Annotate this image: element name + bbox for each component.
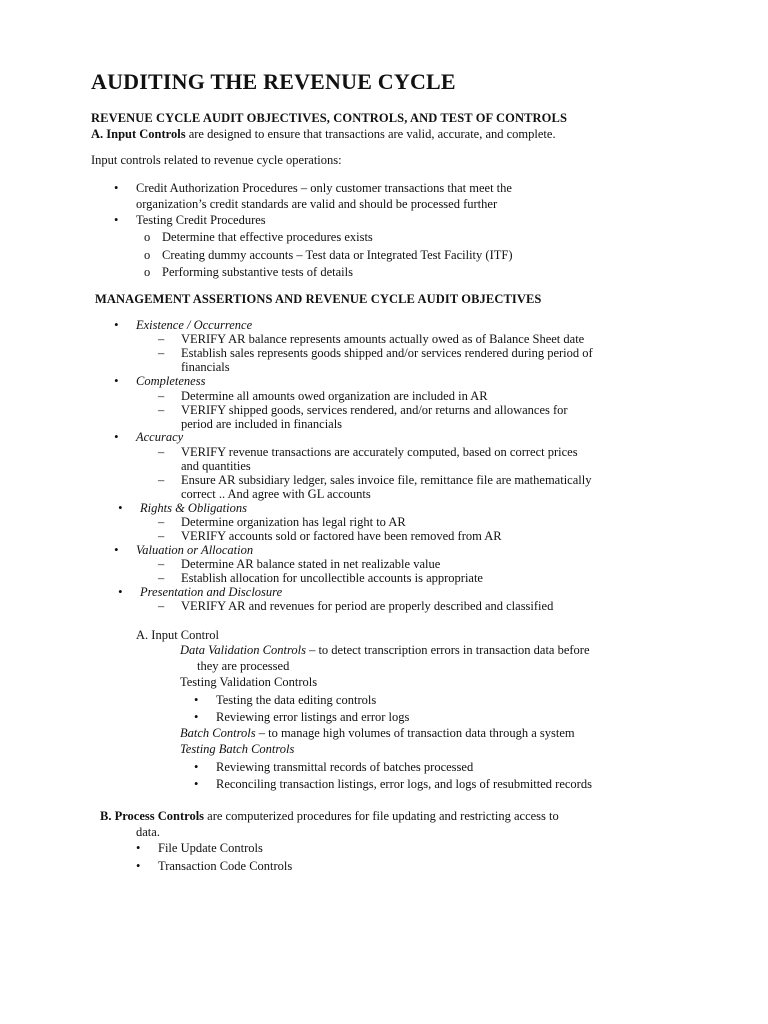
- process-controls-paragraph: [100, 808, 559, 824]
- process-controls-item: • Transaction Code Controls: [158, 858, 292, 874]
- data-validation-text: – to detect transcription errors in transaction data before: [305, 643, 590, 657]
- list-item-testing-credit: • Testing Credit Procedures: [136, 212, 266, 228]
- sub-item-effective-procedures: o Determine that effective procedures exists: [162, 229, 373, 245]
- data-validation-line: [180, 642, 590, 658]
- assertion-valuation: • Valuation or Allocation: [136, 542, 253, 558]
- assertion-accuracy-item-cont: correct .. And agree with GL accounts: [181, 487, 371, 501]
- document-title: AUDITING THE REVENUE CYCLE: [91, 69, 456, 94]
- assertion-accuracy-item: – Ensure AR subsidiary ledger, sales invoice file, remittance file are mathematically: [181, 472, 591, 488]
- testing-batch-heading: Testing Batch Controls: [180, 742, 295, 756]
- assertion-existence: • Existence / Occurrence: [136, 317, 252, 333]
- input-controls-text: are designed to ensure that transactions are valid, accurate, and complete.: [185, 127, 556, 141]
- assertion-presentation-item: – VERIFY AR and revenues for period are properly described and classified: [181, 598, 553, 614]
- process-controls-label: B. Process Controls: [100, 809, 205, 823]
- assertion-valuation-item: – Determine AR balance stated in net realizable value: [181, 556, 440, 572]
- batch-controls-line: [180, 725, 575, 741]
- assertion-existence-item: – Establish sales represents goods shipped and/or services rendered during period of: [181, 345, 593, 361]
- testing-validation-item: • Reviewing error listings and error logs: [216, 709, 409, 725]
- testing-validation-item: • Testing the data editing controls: [216, 692, 376, 708]
- testing-batch-item: • Reviewing transmittal records of batches processed: [216, 759, 473, 775]
- data-validation-label: Data Validation Controls: [180, 643, 306, 657]
- testing-validation-heading: Testing Validation Controls: [180, 675, 318, 689]
- assertion-existence-item: – VERIFY AR balance represents amounts actually owed as of Balance Sheet date: [181, 331, 584, 347]
- assertion-rights-item: – Determine organization has legal right to AR: [181, 514, 406, 530]
- assertion-completeness-item: – Determine all amounts owed organization are included in AR: [181, 388, 488, 404]
- assertion-accuracy-item-cont: and quantities: [181, 459, 251, 473]
- assertion-valuation-item: – Establish allocation for uncollectible accounts is appropriate: [181, 570, 483, 586]
- section-heading-objectives: REVENUE CYCLE AUDIT OBJECTIVES, CONTROLS, AND TEST OF CONTROLS: [91, 111, 567, 125]
- assertion-rights-item: – VERIFY accounts sold or factored have been removed from AR: [181, 528, 502, 544]
- assertion-rights: • Rights & Obligations: [140, 500, 247, 516]
- list-item-credit-auth-cont: organization’s credit standards are valid and should be processed further: [136, 197, 498, 211]
- input-controls-intro: Input controls related to revenue cycle operations:: [91, 153, 342, 167]
- assertion-existence-item-cont: financials: [181, 360, 230, 374]
- sub-item-substantive-tests: o Performing substantive tests of details: [162, 264, 353, 280]
- batch-controls-label: Batch Controls: [180, 726, 256, 740]
- batch-controls-text: – to manage high volumes of transaction data through a system: [255, 726, 575, 740]
- process-controls-item: • File Update Controls: [158, 840, 263, 856]
- input-controls-paragraph: [91, 126, 556, 142]
- section-heading-assertions: MANAGEMENT ASSERTIONS AND REVENUE CYCLE AUDIT OBJECTIVES: [95, 292, 542, 306]
- process-controls-paragraph-cont: data.: [136, 825, 160, 839]
- input-control-heading: A. Input Control: [136, 628, 219, 642]
- assertion-completeness: • Completeness: [136, 373, 205, 389]
- sub-item-dummy-accounts: o Creating dummy accounts – Test data or Integrated Test Facility (ITF): [162, 247, 512, 263]
- assertion-presentation: • Presentation and Disclosure: [140, 584, 282, 600]
- input-controls-label: A. Input Controls: [91, 127, 186, 141]
- testing-batch-item: • Reconciling transaction listings, error logs, and logs of resubmitted records: [216, 776, 592, 792]
- assertion-accuracy: • Accuracy: [136, 429, 183, 445]
- assertion-completeness-item-cont: period are included in financials: [181, 417, 343, 431]
- assertion-completeness-item: – VERIFY shipped goods, services rendered, and/or returns and allowances for: [181, 402, 568, 418]
- process-controls-text: are computerized procedures for file updating and restricting access to: [204, 809, 559, 823]
- data-validation-line-cont: they are processed: [197, 659, 290, 673]
- assertion-accuracy-item: – VERIFY revenue transactions are accurately computed, based on correct prices: [181, 444, 578, 460]
- list-item-credit-auth: • Credit Authorization Procedures – only customer transactions that meet the: [136, 180, 512, 196]
